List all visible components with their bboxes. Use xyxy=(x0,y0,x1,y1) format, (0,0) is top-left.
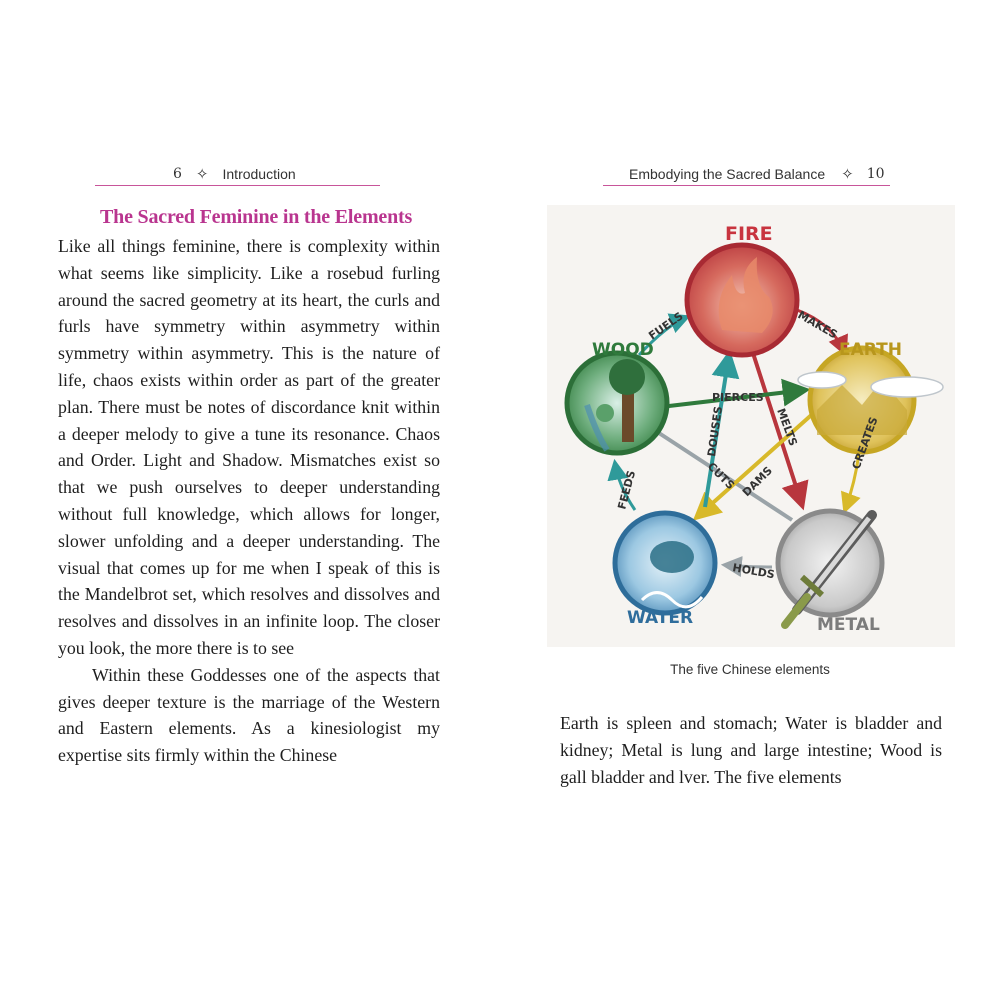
label-dams: DAMS xyxy=(739,464,775,500)
figure-caption: The five Chinese elements xyxy=(670,662,830,677)
right-page xyxy=(500,0,1000,1000)
four-point-star-icon: ✧ xyxy=(841,165,854,183)
left-body-text xyxy=(58,233,440,769)
fire-element xyxy=(687,223,797,355)
left-running-title: Introduction xyxy=(222,165,296,182)
water-element xyxy=(615,513,715,628)
five-elements-illustration xyxy=(547,205,955,647)
four-point-star-icon: ✧ xyxy=(195,165,209,183)
label-makes: MAKES xyxy=(795,308,840,342)
paragraph: Like all things feminine, there is complexity within what seems like simplicity. Like a rosebud furling around the sacred geometry at its heart, the curls and furls have symmetry within asymmetry within symmetry within asymmetry. This is the nature of life, chaos exists within order as part of the greater plan. There must be notes of discordance knit within a deeper melody to give a tune its resonance. Chaos and Order. Light and Shadow. Mismatches exist so that we push ourselves to deeper understanding without full knowledge, which allows for longer, slower unfolding and a deeper understanding. The visual that comes up for me when I speak of this is the Mandelbrot set, which resolves and dissolves and resolves and dissolves in an infinite loop. The closer you look, the more there is to see xyxy=(58,236,440,658)
metal-label: METAL xyxy=(817,615,880,635)
paragraph: Within these Goddesses one of the aspects that gives deeper texture is the marriage of the Western and Eastern elements. As a kinesiologist my expertise sits firmly within the Chinese xyxy=(58,664,440,766)
right-running-title: Embodying the Sacred Balance xyxy=(629,165,826,182)
label-creates: CREATES xyxy=(849,415,881,472)
left-running-head xyxy=(95,162,380,186)
water-label: WATER xyxy=(627,608,694,628)
label-cuts: CUTS xyxy=(704,459,738,493)
label-pierces: PIERCES xyxy=(712,391,764,404)
left-page-number: 6 xyxy=(173,165,182,182)
wood-label: WOOD xyxy=(592,340,654,360)
wood-element xyxy=(567,340,667,453)
fire-label: FIRE xyxy=(725,223,773,245)
label-melts: MELTS xyxy=(774,406,800,448)
label-fuels: FUELS xyxy=(646,309,686,343)
right-page-number: 10 xyxy=(866,165,885,182)
earth-label: EARTH xyxy=(839,340,902,360)
label-feeds: FEEDS xyxy=(615,469,639,511)
metal-element xyxy=(778,511,882,635)
section-title: The Sacred Feminine in the Elements xyxy=(100,206,413,228)
control-labels xyxy=(705,391,800,499)
right-running-head xyxy=(603,162,890,186)
paragraph: Earth is spleen and stomach; Water is bladder and kidney; Metal is lung and large intestine; Wood is gall bladder and lver. The five elements xyxy=(560,713,942,787)
label-douses: DOUSES xyxy=(705,405,726,458)
label-holds: HOLDS xyxy=(731,561,776,582)
right-body-text xyxy=(560,710,942,790)
